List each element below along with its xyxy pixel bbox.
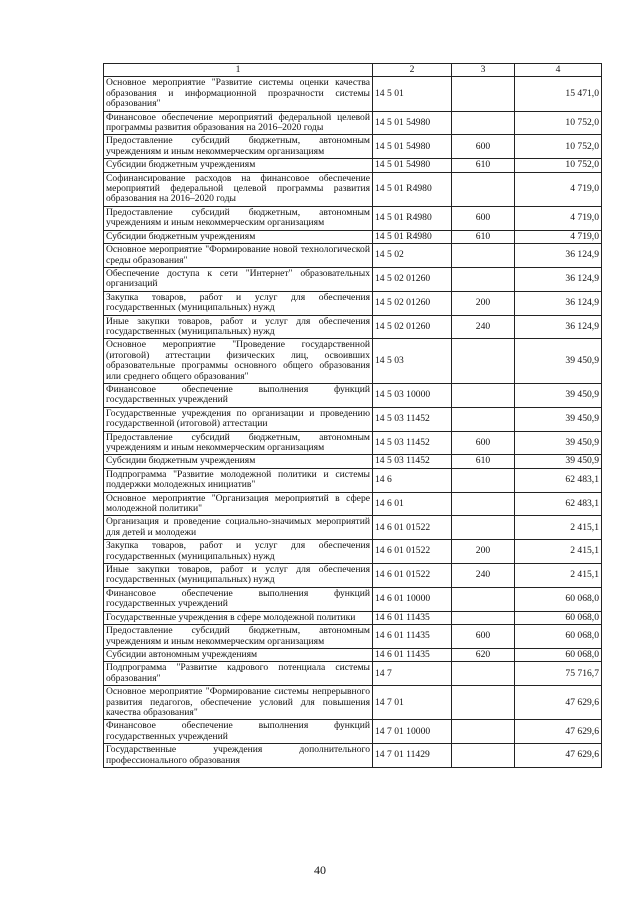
row-code-cell: 14 6 01 01522 [373, 516, 452, 540]
table-row [104, 662, 602, 686]
row-amount-cell: 62 483,1 [515, 468, 602, 492]
table-row [104, 564, 602, 588]
column-header-name: 1 [104, 64, 373, 77]
row-amount-cell: 39 450,9 [515, 455, 602, 468]
row-amount-cell: 2 415,1 [515, 564, 602, 588]
row-type-cell [452, 383, 515, 407]
row-amount-cell: 75 716,7 [515, 662, 602, 686]
row-name-cell: Подпрограмма "Развитие молодежной политики и системы поддержки молодежных инициатив" [104, 468, 373, 492]
row-amount-cell: 2 415,1 [515, 516, 602, 540]
row-code-cell: 14 6 [373, 468, 452, 492]
row-amount-cell: 39 450,9 [515, 431, 602, 455]
table-row [104, 230, 602, 243]
row-name-cell: Закупка товаров, работ и услуг для обеспечения государственных (муниципальных) нужд [104, 291, 373, 315]
table-row [104, 720, 602, 744]
header-row [104, 64, 602, 77]
row-code-cell: 14 5 03 11452 [373, 407, 452, 431]
row-amount-cell: 62 483,1 [515, 492, 602, 516]
column-header-code: 2 [373, 64, 452, 77]
page-number: 40 [314, 863, 326, 877]
table-row [104, 468, 602, 492]
row-name-cell: Основное мероприятие "Проведение государственной (итоговой) аттестации физических лиц, освоивших образовательные программы основного общего образования или среднего общего образования" [104, 339, 373, 384]
row-type-cell: 200 [452, 291, 515, 315]
row-type-cell: 600 [452, 431, 515, 455]
row-name-cell: Финансовое обеспечение выполнения функций государственных учреждений [104, 720, 373, 744]
row-code-cell: 14 6 01 [373, 492, 452, 516]
row-amount-cell: 60 068,0 [515, 625, 602, 649]
row-type-cell [452, 111, 515, 135]
row-name-cell: Организация и проведение социально-значимых мероприятий для детей и молодежи [104, 516, 373, 540]
row-name-cell: Иные закупки товаров, работ и услуг для обеспечения государственных (муниципальных) нужд [104, 315, 373, 339]
row-type-cell [452, 587, 515, 611]
row-type-cell: 600 [452, 206, 515, 230]
row-name-cell: Основное мероприятие "Организация мероприятий в сфере молодежной политики" [104, 492, 373, 516]
row-name-cell: Государственные учреждения дополнительного профессионального образования [104, 744, 373, 768]
row-code-cell: 14 5 02 [373, 244, 452, 268]
table-row [104, 431, 602, 455]
table-row [104, 383, 602, 407]
row-amount-cell: 4 719,0 [515, 206, 602, 230]
row-amount-cell: 4 719,0 [515, 172, 602, 206]
row-type-cell [452, 77, 515, 111]
row-type-cell [452, 744, 515, 768]
row-amount-cell: 4 719,0 [515, 230, 602, 243]
table-row [104, 744, 602, 768]
row-name-cell: Субсидии автономным учреждениям [104, 648, 373, 661]
row-type-cell [452, 172, 515, 206]
table-row [104, 455, 602, 468]
row-amount-cell: 39 450,9 [515, 339, 602, 384]
row-amount-cell: 39 450,9 [515, 383, 602, 407]
row-amount-cell: 60 068,0 [515, 648, 602, 661]
row-name-cell: Предоставление субсидий бюджетным, автономным учреждениям и иным некоммерческим организациям [104, 625, 373, 649]
row-name-cell: Государственные учреждения в сфере молодежной политики [104, 611, 373, 624]
row-code-cell: 14 5 02 01260 [373, 291, 452, 315]
row-type-cell [452, 407, 515, 431]
row-code-cell: 14 5 02 01260 [373, 267, 452, 291]
row-code-cell: 14 6 01 11435 [373, 611, 452, 624]
table-row [104, 339, 602, 384]
column-header-type: 3 [452, 64, 515, 77]
row-type-cell [452, 662, 515, 686]
row-code-cell: 14 5 01 54980 [373, 111, 452, 135]
table-body [104, 77, 602, 768]
row-code-cell: 14 6 01 01522 [373, 564, 452, 588]
row-name-cell: Основное мероприятие "Формирование новой технологической среды образования" [104, 244, 373, 268]
row-amount-cell: 10 752,0 [515, 159, 602, 172]
row-name-cell: Обеспечение доступа к сети "Интернет" образовательных организаций [104, 267, 373, 291]
row-code-cell: 14 6 01 01522 [373, 540, 452, 564]
row-amount-cell: 2 415,1 [515, 540, 602, 564]
row-amount-cell: 36 124,9 [515, 267, 602, 291]
row-code-cell: 14 6 01 11435 [373, 625, 452, 649]
row-code-cell: 14 5 01 54980 [373, 159, 452, 172]
row-code-cell: 14 5 03 [373, 339, 452, 384]
row-name-cell: Софинансирование расходов на финансовое обеспечение мероприятий федеральной целевой программы развития образования на 2016–2020 годы [104, 172, 373, 206]
table-row [104, 587, 602, 611]
row-name-cell: Финансовое обеспечение мероприятий федеральной целевой программы развития образования на 2016–2020 годы [104, 111, 373, 135]
row-code-cell: 14 7 01 [373, 686, 452, 720]
table-row [104, 291, 602, 315]
row-amount-cell: 36 124,9 [515, 244, 602, 268]
table-row [104, 407, 602, 431]
row-type-cell: 610 [452, 455, 515, 468]
row-code-cell: 14 5 03 11452 [373, 455, 452, 468]
row-code-cell: 14 5 03 10000 [373, 383, 452, 407]
row-type-cell [452, 720, 515, 744]
row-type-cell: 600 [452, 135, 515, 159]
row-type-cell: 600 [452, 625, 515, 649]
row-amount-cell: 60 068,0 [515, 611, 602, 624]
row-code-cell: 14 6 01 10000 [373, 587, 452, 611]
row-type-cell [452, 516, 515, 540]
row-name-cell: Основное мероприятие "Развитие системы оценки качества образования и информационной прозрачности системы образования" [104, 77, 373, 111]
table-row [104, 625, 602, 649]
row-code-cell: 14 7 01 10000 [373, 720, 452, 744]
table-row [104, 611, 602, 624]
row-amount-cell: 36 124,9 [515, 291, 602, 315]
row-name-cell: Финансовое обеспечение выполнения функций государственных учреждений [104, 383, 373, 407]
row-type-cell [452, 611, 515, 624]
row-type-cell [452, 492, 515, 516]
row-code-cell: 14 7 01 11429 [373, 744, 452, 768]
table-row [104, 206, 602, 230]
row-name-cell: Предоставление субсидий бюджетным, автономным учреждениям и иным некоммерческим организациям [104, 431, 373, 455]
table-row [104, 267, 602, 291]
row-type-cell [452, 339, 515, 384]
row-name-cell: Государственные учреждения по организации и проведению государственной (итоговой) аттестации [104, 407, 373, 431]
row-amount-cell: 60 068,0 [515, 587, 602, 611]
row-type-cell: 620 [452, 648, 515, 661]
row-code-cell: 14 5 03 11452 [373, 431, 452, 455]
row-code-cell: 14 5 01 R4980 [373, 230, 452, 243]
column-header-amount: 4 [515, 64, 602, 77]
row-type-cell: 240 [452, 564, 515, 588]
row-code-cell: 14 5 01 R4980 [373, 206, 452, 230]
row-code-cell: 14 5 01 54980 [373, 135, 452, 159]
table-row [104, 77, 602, 111]
table-row [104, 540, 602, 564]
row-type-cell [452, 686, 515, 720]
table-row [104, 686, 602, 720]
row-type-cell: 610 [452, 230, 515, 243]
table-row [104, 516, 602, 540]
row-name-cell: Подпрограмма "Развитие кадрового потенциала системы образования" [104, 662, 373, 686]
row-amount-cell: 39 450,9 [515, 407, 602, 431]
row-code-cell: 14 7 [373, 662, 452, 686]
row-name-cell: Основное мероприятие "Формирование системы непрерывного развития педагогов, обеспечение условий для повышения качества образования" [104, 686, 373, 720]
row-code-cell: 14 5 01 R4980 [373, 172, 452, 206]
table-row [104, 492, 602, 516]
row-name-cell: Субсидии бюджетным учреждениям [104, 455, 373, 468]
table-row [104, 159, 602, 172]
row-amount-cell: 36 124,9 [515, 315, 602, 339]
row-name-cell: Закупка товаров, работ и услуг для обеспечения государственных (муниципальных) нужд [104, 540, 373, 564]
row-type-cell [452, 468, 515, 492]
row-type-cell [452, 267, 515, 291]
table-row [104, 172, 602, 206]
row-amount-cell: 47 629,6 [515, 686, 602, 720]
row-name-cell: Финансовое обеспечение выполнения функций государственных учреждений [104, 587, 373, 611]
row-type-cell: 200 [452, 540, 515, 564]
table-row [104, 244, 602, 268]
table-row [104, 315, 602, 339]
row-amount-cell: 10 752,0 [515, 111, 602, 135]
table-row [104, 648, 602, 661]
row-name-cell: Предоставление субсидий бюджетным, автономным учреждениям и иным некоммерческим организациям [104, 206, 373, 230]
row-name-cell: Субсидии бюджетным учреждениям [104, 230, 373, 243]
row-amount-cell: 15 471,0 [515, 77, 602, 111]
row-type-cell: 610 [452, 159, 515, 172]
row-amount-cell: 47 629,6 [515, 744, 602, 768]
row-type-cell [452, 244, 515, 268]
table-row [104, 111, 602, 135]
row-type-cell: 240 [452, 315, 515, 339]
row-name-cell: Предоставление субсидий бюджетным, автономным учреждениям и иным некоммерческим организациям [104, 135, 373, 159]
row-code-cell: 14 5 01 [373, 77, 452, 111]
row-name-cell: Субсидии бюджетным учреждениям [104, 159, 373, 172]
row-code-cell: 14 6 01 11435 [373, 648, 452, 661]
row-amount-cell: 47 629,6 [515, 720, 602, 744]
row-code-cell: 14 5 02 01260 [373, 315, 452, 339]
budget-table [103, 63, 602, 768]
row-amount-cell: 10 752,0 [515, 135, 602, 159]
row-name-cell: Иные закупки товаров, работ и услуг для обеспечения государственных (муниципальных) нужд [104, 564, 373, 588]
table-row [104, 135, 602, 159]
